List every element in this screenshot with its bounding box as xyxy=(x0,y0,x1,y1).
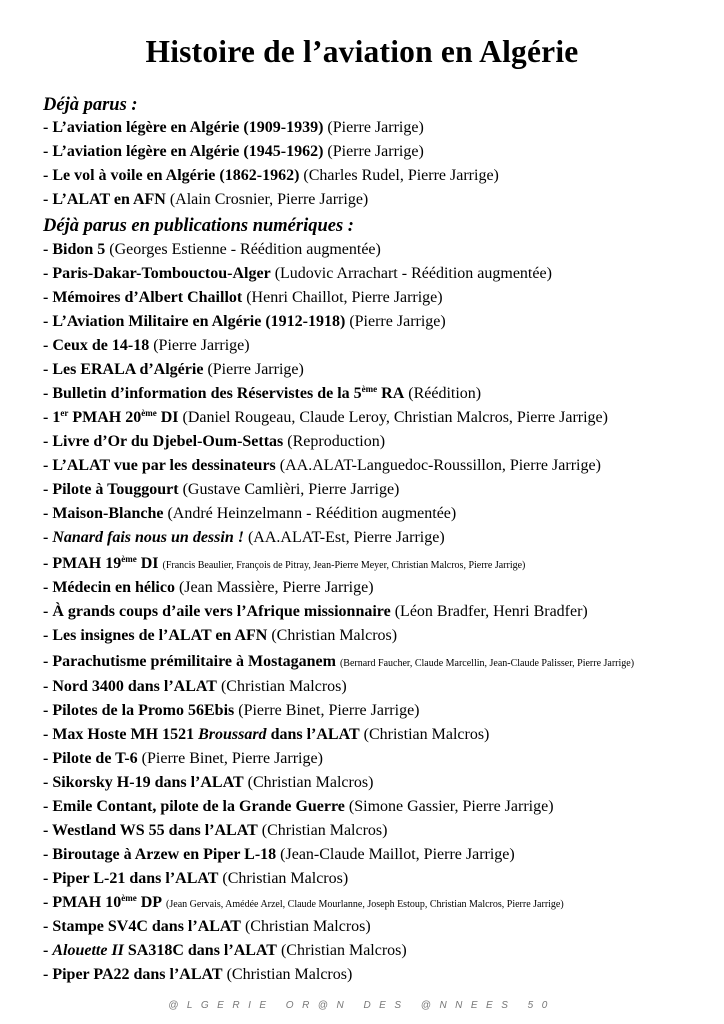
list-dash: - xyxy=(43,579,53,596)
ordinal-superscript: ème xyxy=(121,554,137,564)
list-item xyxy=(43,408,608,428)
book-title-part: Bulletin d’information des Réservistes de la 5 xyxy=(52,385,362,402)
list-dash: - xyxy=(43,313,53,330)
book-title: Paris-Dakar-Tombouctou-Alger xyxy=(52,265,271,282)
ordinal-superscript: ème xyxy=(121,893,137,903)
book-authors: (Gustave Camlièri, Pierre Jarrige) xyxy=(182,481,400,498)
list-item xyxy=(43,554,525,576)
list-dash: - xyxy=(43,457,53,474)
book-authors: (Simone Gassier, Pierre Jarrige) xyxy=(348,798,554,815)
list-dash: - xyxy=(43,337,53,354)
book-authors: (Bernard Faucher, Claude Marcellin, Jean-Claude Palisser, Pierre Jarrige) xyxy=(339,658,635,669)
book-authors: (Jean-Claude Maillot, Pierre Jarrige) xyxy=(280,846,515,863)
book-authors: (Pierre Binet, Pierre Jarrige) xyxy=(141,750,323,767)
book-title: Pilotes de la Promo 56Ebis xyxy=(52,702,235,719)
list-item xyxy=(43,384,481,404)
book-title: L’ALAT en AFN xyxy=(52,191,166,208)
list-item xyxy=(43,821,387,841)
list-item xyxy=(43,749,323,769)
list-item xyxy=(43,941,407,961)
book-authors: (André Heinzelmann - Réédition augmentée) xyxy=(167,505,457,522)
book-title xyxy=(52,409,178,426)
list-item xyxy=(43,652,634,674)
list-item xyxy=(43,578,374,598)
book-title-part: PMAH 19 xyxy=(52,555,122,572)
section-heading-digital: Déjà parus en publications numériques : xyxy=(43,216,354,236)
book-title: Westland WS 55 dans l’ALAT xyxy=(52,822,258,839)
list-dash: - xyxy=(43,241,53,258)
list-dash: - xyxy=(43,167,53,184)
book-authors: (Léon Bradfer, Henri Bradfer) xyxy=(394,603,588,620)
book-authors: (Christian Malcros) xyxy=(220,678,347,695)
book-authors: (Reproduction) xyxy=(287,433,386,450)
list-item xyxy=(43,336,250,356)
list-dash: - xyxy=(43,409,53,426)
list-dash: - xyxy=(43,627,53,644)
list-item xyxy=(43,240,381,260)
ordinal-superscript: ème xyxy=(141,408,157,418)
list-dash: - xyxy=(43,191,53,208)
list-dash: - xyxy=(43,798,53,815)
list-item xyxy=(43,917,371,937)
list-item xyxy=(43,166,499,186)
book-title: Biroutage à Arzew en Piper L-18 xyxy=(52,846,277,863)
book-title: Emile Contant, pilote de la Grande Guerre xyxy=(52,798,345,815)
list-dash: - xyxy=(43,726,53,743)
book-title-part: RA xyxy=(377,385,405,402)
book-title: L’Aviation Militaire en Algérie (1912-1918) xyxy=(52,313,346,330)
book-title: Stampe SV4C dans l’ALAT xyxy=(52,918,241,935)
list-item xyxy=(43,480,399,500)
book-title-part: PMAH 10 xyxy=(52,894,122,911)
book-title: Livre d’Or du Djebel-Oum-Settas xyxy=(52,433,284,450)
list-dash: - xyxy=(43,870,53,887)
book-title: L’aviation légère en Algérie (1945-1962) xyxy=(52,143,324,160)
book-authors: (Henri Chaillot, Pierre Jarrige) xyxy=(246,289,443,306)
page-title: Histoire de l’aviation en Algérie xyxy=(145,34,579,69)
list-item xyxy=(43,893,564,915)
book-title: L’ALAT vue par les dessinateurs xyxy=(52,457,276,474)
list-item xyxy=(43,264,552,284)
book-title: Bidon 5 xyxy=(52,241,106,258)
book-authors: (Pierre Jarrige) xyxy=(153,337,250,354)
book-title: Mémoires d’Albert Chaillot xyxy=(52,289,243,306)
book-title: Parachutisme prémilitaire à Mostaganem xyxy=(52,653,336,670)
list-item xyxy=(43,797,554,817)
book-title xyxy=(52,726,359,743)
book-authors: (Pierre Jarrige) xyxy=(327,143,424,160)
book-title-italic: Broussard xyxy=(198,726,267,743)
list-item xyxy=(43,360,304,380)
book-title: Sikorsky H-19 dans l’ALAT xyxy=(52,774,244,791)
book-title: Ceux de 14-18 xyxy=(52,337,150,354)
list-item xyxy=(43,965,352,985)
list-dash: - xyxy=(43,505,53,522)
book-authors: (Pierre Jarrige) xyxy=(327,119,424,136)
list-dash: - xyxy=(43,433,53,450)
book-authors: (Daniel Rougeau, Claude Leroy, Christian Malcros, Pierre Jarrige) xyxy=(182,409,608,426)
book-title-part: SA318C dans l’ALAT xyxy=(123,942,277,959)
book-authors: (Christian Malcros) xyxy=(363,726,490,743)
book-title: À grands coups d’aile vers l’Afrique missionnaire xyxy=(52,603,391,620)
page-footer: @LGERIE OR@N DES @NNEES 50 xyxy=(168,1000,556,1011)
list-item xyxy=(43,677,347,697)
book-title xyxy=(52,385,404,402)
book-title: Pilote à Touggourt xyxy=(52,481,179,498)
book-title: Piper PA22 dans l’ALAT xyxy=(52,966,223,983)
list-item xyxy=(43,725,489,745)
list-dash: - xyxy=(43,603,53,620)
list-dash: - xyxy=(43,918,53,935)
book-authors: (Christian Malcros) xyxy=(261,822,388,839)
list-dash: - xyxy=(43,289,53,306)
list-item xyxy=(43,118,424,138)
list-item xyxy=(43,845,515,865)
book-authors: (AA.ALAT-Languedoc-Roussillon, Pierre Jarrige) xyxy=(279,457,601,474)
list-item xyxy=(43,701,420,721)
book-title xyxy=(52,555,158,572)
list-item xyxy=(43,432,385,452)
book-title-italic: Alouette II xyxy=(52,942,124,959)
book-title: L’aviation légère en Algérie (1909-1939) xyxy=(52,119,324,136)
book-authors: (Christian Malcros) xyxy=(222,870,349,887)
book-title: Piper L-21 dans l’ALAT xyxy=(52,870,219,887)
book-title: Pilote de T-6 xyxy=(52,750,138,767)
book-authors: (Charles Rudel, Pierre Jarrige) xyxy=(303,167,499,184)
list-item xyxy=(43,626,397,646)
list-item xyxy=(43,190,368,210)
book-authors: (Jean Gervais, Amédée Arzel, Claude Mourlanne, Joseph Estoup, Christian Malcros, Pierre Jarrige) xyxy=(166,899,564,910)
book-title-part: DP xyxy=(136,894,163,911)
book-title-part: DI xyxy=(156,409,179,426)
book-title: Nanard fais nous un dessin ! xyxy=(52,529,244,546)
ordinal-superscript: er xyxy=(60,408,69,418)
list-dash: - xyxy=(43,894,53,911)
book-title: Nord 3400 dans l’ALAT xyxy=(52,678,217,695)
book-authors: (Christian Malcros) xyxy=(280,942,407,959)
book-authors: (Jean Massière, Pierre Jarrige) xyxy=(178,579,374,596)
list-item xyxy=(43,288,443,308)
book-title xyxy=(52,894,162,911)
book-authors: (Réédition) xyxy=(408,385,482,402)
list-item xyxy=(43,602,588,622)
list-dash: - xyxy=(43,481,53,498)
book-authors: (Pierre Jarrige) xyxy=(207,361,304,378)
list-dash: - xyxy=(43,774,53,791)
ordinal-superscript: ème xyxy=(361,384,378,394)
book-authors: (Ludovic Arrachart - Réédition augmentée) xyxy=(274,265,552,282)
book-title-part: Max Hoste MH 1521 xyxy=(52,726,195,743)
list-item xyxy=(43,773,373,793)
list-dash: - xyxy=(43,385,53,402)
book-authors: (Georges Estienne - Réédition augmentée) xyxy=(109,241,381,258)
book-authors: (Pierre Jarrige) xyxy=(349,313,446,330)
list-dash: - xyxy=(43,966,53,983)
book-authors: (AA.ALAT-Est, Pierre Jarrige) xyxy=(247,529,445,546)
book-title: Maison-Blanche xyxy=(52,505,164,522)
list-dash: - xyxy=(43,119,53,136)
list-dash: - xyxy=(43,678,53,695)
book-authors: (Christian Malcros) xyxy=(247,774,374,791)
book-title: Les ERALA d’Algérie xyxy=(52,361,204,378)
list-dash: - xyxy=(43,653,53,670)
book-title-part: DI xyxy=(136,555,159,572)
book-title-part: 1 xyxy=(52,409,61,426)
book-authors: (Francis Beaulier, François de Pitray, Jean-Pierre Meyer, Christian Malcros, Pierre Jarrige) xyxy=(162,560,526,571)
book-authors: (Pierre Binet, Pierre Jarrige) xyxy=(238,702,420,719)
book-authors: (Christian Malcros) xyxy=(271,627,398,644)
list-dash: - xyxy=(43,702,53,719)
list-dash: - xyxy=(43,529,53,546)
book-title-part: PMAH 20 xyxy=(68,409,142,426)
list-dash: - xyxy=(43,361,53,378)
list-item xyxy=(43,504,456,524)
list-dash: - xyxy=(43,822,53,839)
list-dash: - xyxy=(43,750,53,767)
book-authors: (Christian Malcros) xyxy=(226,966,353,983)
list-dash: - xyxy=(43,555,53,572)
book-title xyxy=(52,942,277,959)
list-item xyxy=(43,456,601,476)
list-item xyxy=(43,528,445,548)
book-title: Les insignes de l’ALAT en AFN xyxy=(52,627,268,644)
list-dash: - xyxy=(43,265,53,282)
book-authors: (Christian Malcros) xyxy=(244,918,371,935)
list-item xyxy=(43,312,446,332)
list-item xyxy=(43,869,348,889)
list-dash: - xyxy=(43,942,53,959)
book-authors: (Alain Crosnier, Pierre Jarrige) xyxy=(169,191,369,208)
list-item xyxy=(43,142,424,162)
book-title-part: dans l’ALAT xyxy=(266,726,360,743)
section-heading-published: Déjà parus : xyxy=(43,95,138,115)
list-dash: - xyxy=(43,846,53,863)
book-title: Le vol à voile en Algérie (1862-1962) xyxy=(52,167,300,184)
book-title: Médecin en hélico xyxy=(52,579,175,596)
list-dash: - xyxy=(43,143,53,160)
